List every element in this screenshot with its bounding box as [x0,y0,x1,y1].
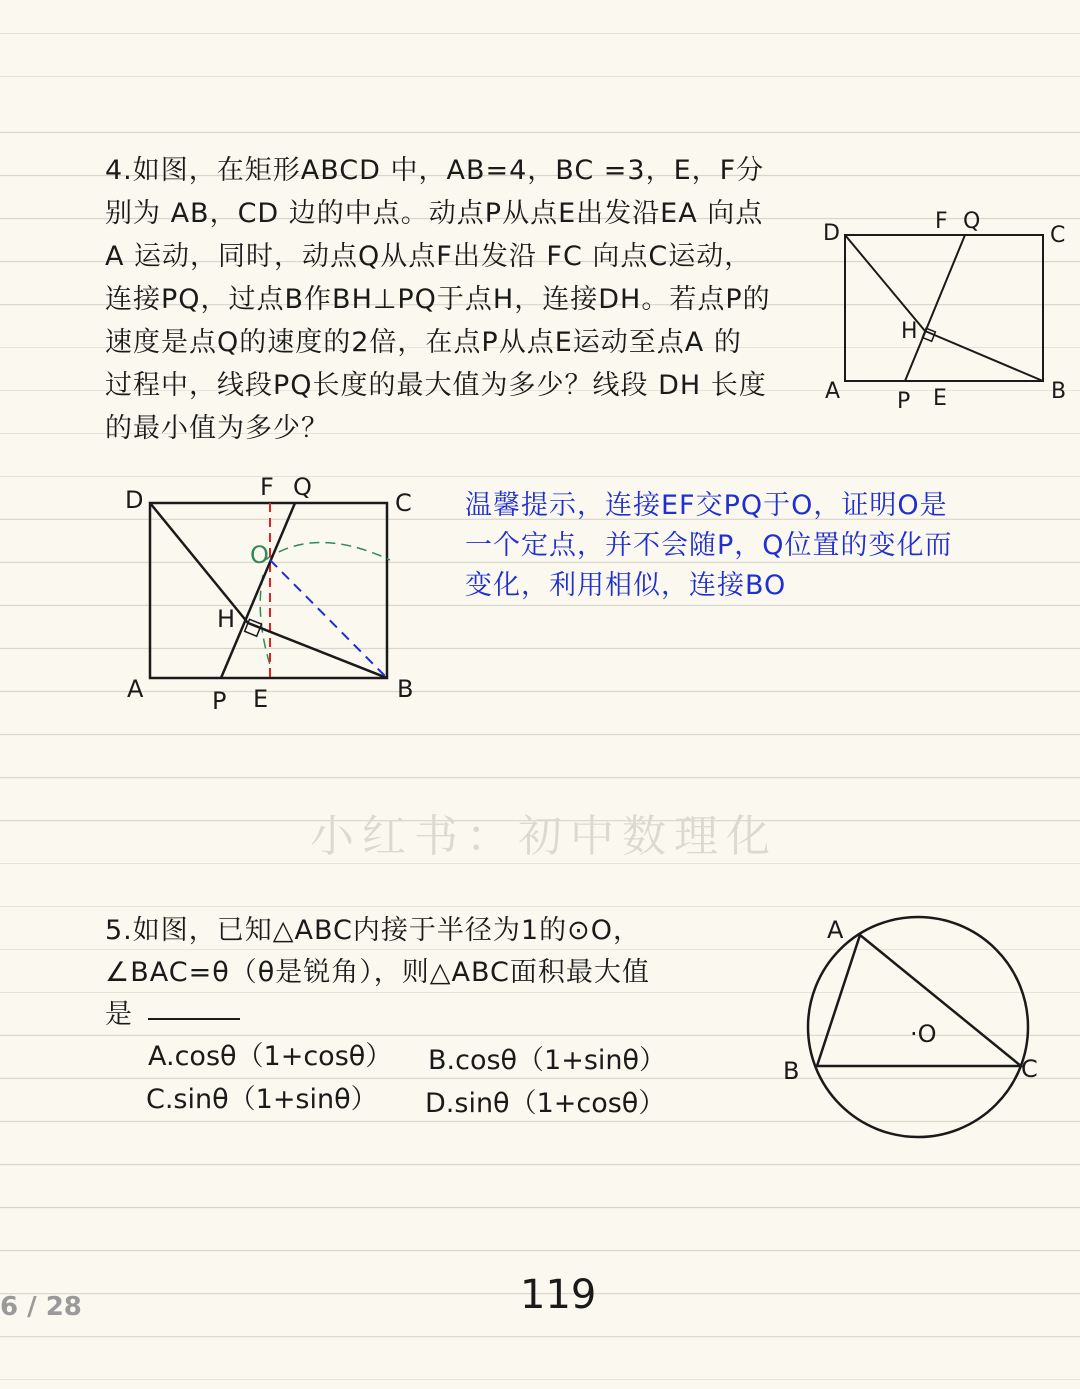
problem-4-figure-large [115,465,435,725]
label-H: H [217,605,236,633]
label-B: B [397,675,414,703]
problem-4-line: 别为 AB，CD 边的中点。动点P从点E出发沿EA 向点 [105,198,764,229]
problem-5-figure [775,905,1075,1150]
problem-4-line: 速度是点Q的速度的2倍，在点P从点E运动至点A 的 [105,327,742,358]
label-B: B [1051,379,1067,404]
problem-5-line: 是 [105,999,133,1030]
option-d: D.sinθ（1+cosθ） [425,1088,666,1119]
hint-line: 一个定点，并不会随P，Q位置的变化而 [465,530,953,561]
label-P: P [212,687,227,715]
label-A: A [827,916,844,944]
hint-line: 变化，利用相似，连接BO [465,570,787,601]
label-O: ·O [910,1020,937,1048]
label-A: A [127,675,144,703]
label-C: C [1050,223,1066,248]
label-A: A [825,379,841,404]
label-D: D [823,221,840,246]
label-F: F [935,209,948,234]
option-c: C.sinθ（1+sinθ） [146,1084,378,1115]
label-O: O [250,541,269,569]
label-Q: Q [963,209,981,234]
label-D: D [125,486,144,514]
option-b: B.cosθ（1+sinθ） [428,1045,667,1076]
watermark: 小红书：初中数理化 [310,811,778,862]
problem-5-line: 5.如图，已知△ABC内接于半径为1的⊙O， [105,915,641,946]
label-Q: Q [293,473,312,501]
hint-line: 温馨提示，连接EF交PQ于O，证明O是 [465,490,948,521]
problem-4-figure-small [815,200,1075,420]
label-C: C [1021,1055,1038,1083]
page-indicator: 6 / 28 [0,1292,82,1322]
problem-4-line: 连接PQ，过点B作BH⊥PQ于点H，连接DH。若点P的 [105,284,771,315]
label-P: P [897,389,911,414]
problem-4-line: 4.如图，在矩形ABCD 中，AB=4，BC =3，E，F分 [105,155,765,186]
problem-5-line: ∠BAC=θ（θ是锐角），则△ABC面积最大值 [105,957,650,988]
problem-4-line: 过程中，线段PQ长度的最大值为多少？线段 DH 长度 [105,370,767,401]
label-H: H [901,319,918,344]
label-E: E [933,386,947,411]
label-E: E [253,685,269,713]
label-C: C [395,489,412,517]
answer-blank [148,1018,240,1020]
problem-4-line: 的最小值为多少？ [105,413,329,444]
problem-4-line: A 运动，同时，动点Q从点F出发沿 FC 向点C运动， [105,241,753,272]
page-number: 119 [520,1272,597,1318]
label-B: B [783,1057,800,1085]
option-a: A.cosθ（1+cosθ） [148,1041,393,1072]
label-F: F [260,473,274,501]
